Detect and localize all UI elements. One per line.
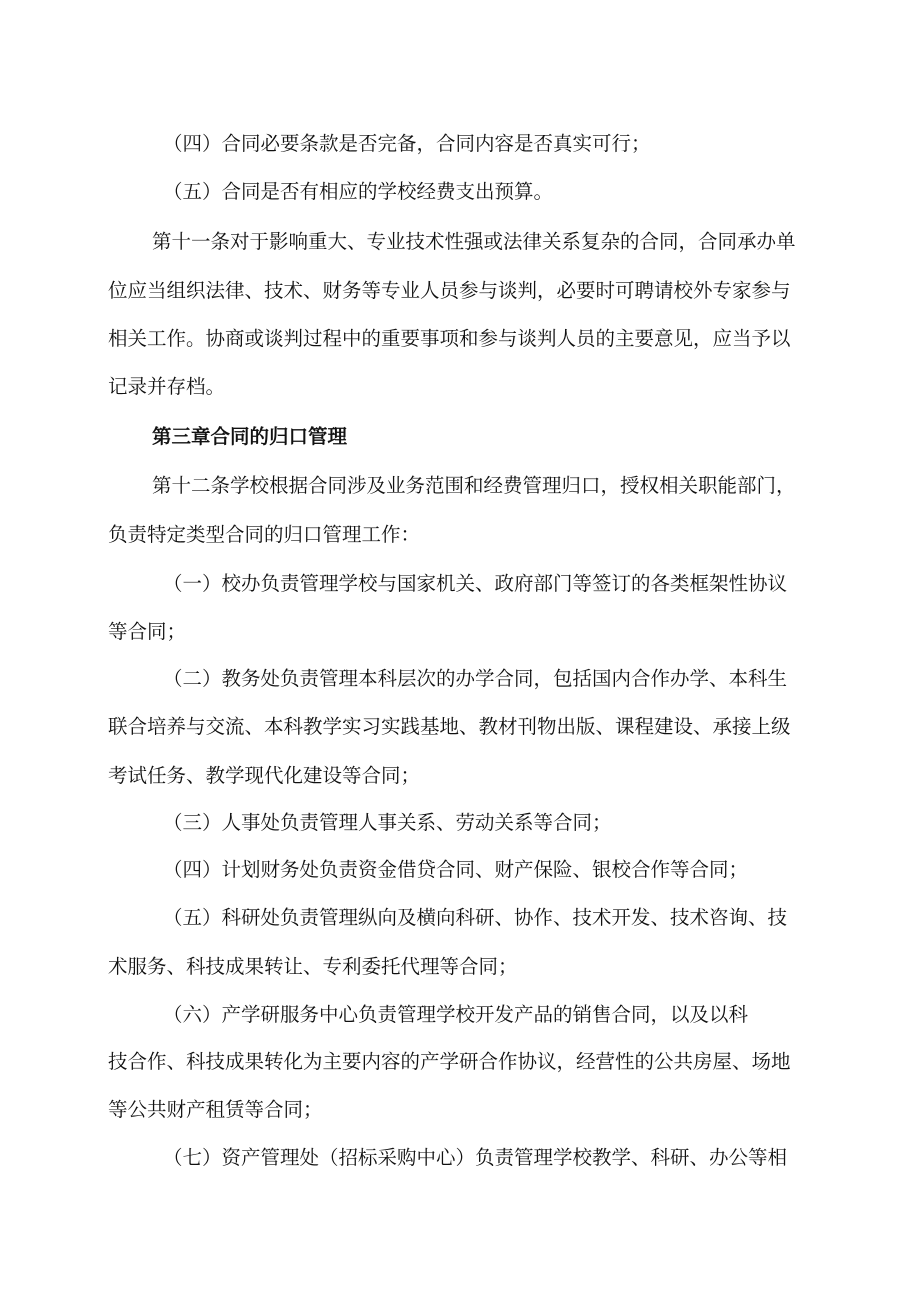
paragraph-line: 相关工作。协商或谈判过程中的重要事项和参与谈判人员的主要意见，应当予以 bbox=[108, 327, 791, 350]
paragraph-line: （七）资产管理处（招标采购中心）负责管理学校教学、科研、办公等相 bbox=[163, 1146, 788, 1169]
paragraph-line: （二）教务处负责管理本科层次的办学合同，包括国内合作办学、本科生 bbox=[163, 667, 788, 690]
paragraph-line: （一）校办负责管理学校与国家机关、政府部门等签订的各类框架性协议 bbox=[163, 572, 788, 595]
paragraph-line: （四）计划财务处负责资金借贷合同、财产保险、银校合作等合同； bbox=[163, 858, 749, 881]
paragraph-line: 位应当组织法律、技术、财务等专业人员参与谈判，必要时可聘请校外专家参与 bbox=[108, 279, 791, 302]
paragraph-line: （五）合同是否有相应的学校经费支出预算。 bbox=[163, 180, 554, 203]
paragraph-line: （五）科研处负责管理纵向及横向科研、协作、技术开发、技术咨询、技 bbox=[163, 906, 788, 929]
paragraph-line: （四）合同必要条款是否完备，合同内容是否真实可行； bbox=[163, 132, 651, 155]
paragraph-line: 等合同； bbox=[108, 620, 187, 643]
paragraph-line: 记录并存档。 bbox=[108, 375, 226, 398]
paragraph-line: （三）人事处负责管理人事关系、劳动关系等合同； bbox=[163, 811, 612, 834]
chapter-heading: 第三章合同的归口管理 bbox=[152, 425, 348, 448]
paragraph-line: 技合作、科技成果转化为主要内容的产学研合作协议，经营性的公共房屋、场地 bbox=[108, 1050, 791, 1073]
paragraph-line: 术服务、科技成果转让、专利委托代理等合同； bbox=[108, 955, 518, 978]
paragraph-line: 等公共财产租赁等合同； bbox=[108, 1098, 323, 1121]
paragraph-line: 第十二条学校根据合同涉及业务范围和经费管理归口，授权相关职能部门， bbox=[152, 474, 796, 497]
paragraph-line: （六）产学研服务中心负责管理学校开发产品的销售合同，以及以科 bbox=[163, 1003, 749, 1026]
paragraph-line: 考试任务、教学现代化建设等合同； bbox=[108, 764, 421, 787]
paragraph-line: 负责特定类型合同的归口管理工作： bbox=[108, 523, 421, 546]
paragraph-line: 第十一条对于影响重大、专业技术性强或法律关系复杂的合同，合同承办单 bbox=[152, 230, 796, 253]
paragraph-line: 联合培养与交流、本科教学实习实践基地、教材刊物出版、课程建设、承接上级 bbox=[108, 715, 791, 738]
